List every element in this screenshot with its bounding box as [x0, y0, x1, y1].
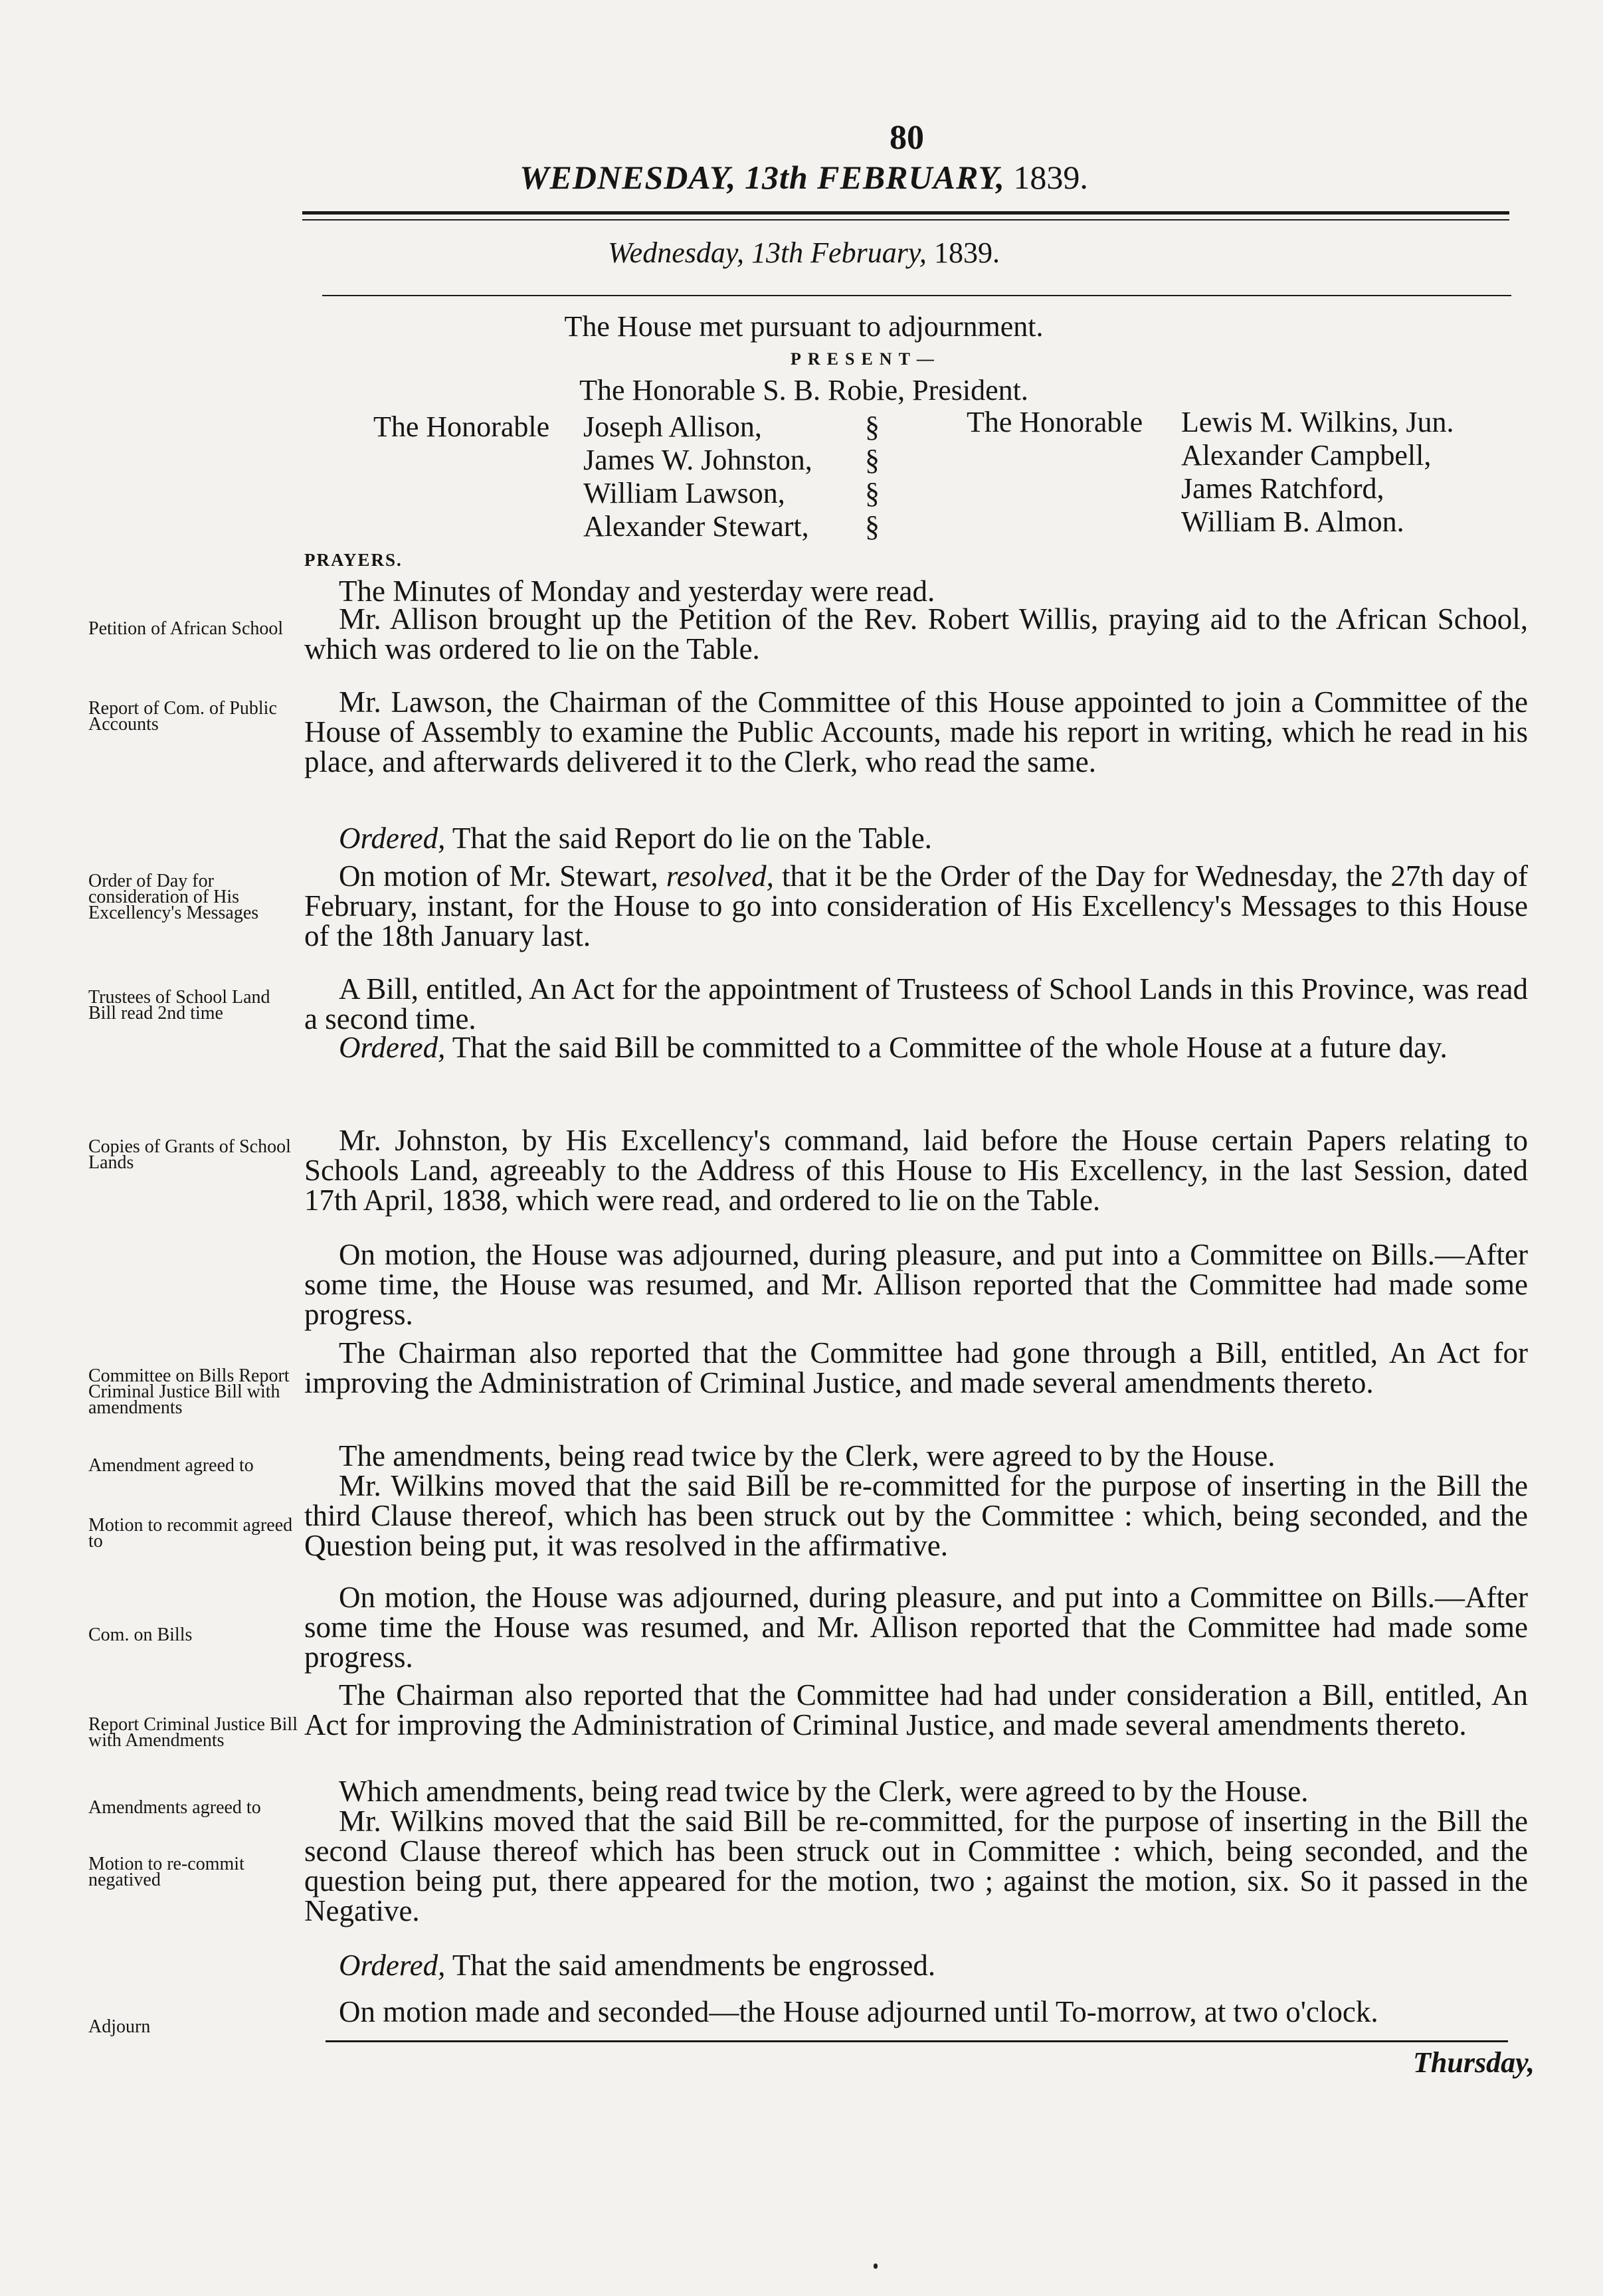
paragraph-chairman-report-2: The Chairman also reported that the Committee had had under consideration a Bill, entitled, An Act for improving the Administration of Criminal Justice, and made several amendments thereto.: [304, 1678, 1528, 1741]
member-name: Alexander Campbell,: [1181, 439, 1432, 472]
paragraph-amendments-agreed-2: Which amendments, being read twice by the Clerk, were agreed to by the House.: [339, 1775, 1309, 1808]
paragraph-trustees-bill: A Bill, entitled, An Act for the appointment of Trusteess of School Lands in this Province, was read a second time.: [304, 972, 1528, 1035]
sidenote-motion-recommit-agreed: Motion to recommit agreed to: [88, 1515, 293, 1551]
resolved-label: resolved,: [666, 859, 774, 893]
ordered-label: Ordered,: [339, 822, 446, 855]
motion-text: that it be the Order of the Day for Wednesday, the 27th day of February, instant, for the House to go into consideration of His Excellency's Messages to this House of the 18th January last.: [304, 859, 1529, 952]
ordered-text: That the said Report do lie on the Table.: [452, 822, 932, 855]
sidenote-report-accounts: Report of Com. of Public Accounts: [88, 698, 277, 735]
section-mark: §: [865, 444, 880, 476]
member-name: Alexander Stewart,: [583, 510, 809, 543]
house-met-line: The House met pursuant to adjournment.: [564, 310, 1044, 343]
president-line: The Honorable S. B. Robie, President.: [579, 374, 1028, 406]
section-mark: §: [865, 477, 880, 509]
sidenote-committee-report: Committee on Bills Report Criminal Justice Bill with amendments: [88, 1366, 290, 1418]
member-name: James Ratchford,: [1181, 472, 1384, 505]
page-number: 80: [890, 119, 924, 157]
date-heading-year: 1839.: [933, 236, 1000, 269]
running-head-date: 13th FEBRUARY,: [744, 159, 1005, 196]
sidenote-amendment-agreed: Amendment agreed to: [88, 1455, 254, 1476]
sidenote-order-of-day: Order of Day for consideration of His Excellency's Messages: [88, 871, 259, 923]
section-mark: §: [865, 410, 880, 443]
paragraph-amendments-agreed-1: The amendments, being read twice by the Clerk, were agreed to by the House.: [339, 1439, 1275, 1472]
section-separators: [865, 410, 880, 543]
header-rule-thin: [302, 219, 1509, 221]
date-heading-date: 13th February,: [751, 236, 927, 269]
header-rule-thick: [302, 211, 1509, 215]
sidenote-adjourn: Adjourn: [88, 2016, 151, 2037]
ordered-label: Ordered,: [339, 1031, 446, 1064]
paragraph-wilkins-motion-2: Mr. Wilkins moved that the said Bill be re-committed, for the purpose of inserting in the Bill the second Clause thereof which has been struck out in Committee : which, being seconded, and the question being put, there appeared for the motion, two ; against the motion, six. So it passed in the Negative.: [304, 1805, 1528, 1927]
paragraph-ordered-committed: [304, 1033, 1528, 1063]
members-right-list: [1181, 406, 1454, 539]
sidenote-copies: Copies of Grants of School Lands: [88, 1136, 291, 1173]
date-heading-day: Wednesday,: [608, 236, 744, 269]
paragraph-ordered-engrossed: [304, 1951, 1528, 1981]
members-left-list: [583, 410, 812, 543]
paragraph-committee-bills-1: On motion, the House was adjourned, during pleasure, and put into a Committee on Bills.—After some time, the House was resumed, and Mr. Allison reported that the Committee had made some progress.: [304, 1238, 1528, 1331]
sidenote-trustees: Trustees of School Land Bill read 2nd time: [88, 987, 270, 1023]
members-right-prefix: The Honorable: [967, 406, 1143, 438]
present-label: PRESENT—: [791, 349, 941, 369]
sidenote-report-criminal: Report Criminal Justice Bill with Amendments: [88, 1714, 298, 1751]
running-head-year: 1839.: [1013, 159, 1088, 196]
paragraph-copies-grants: Mr. Johnston, by His Excellency's command, laid before the House certain Papers relating to Schools Land, agreeably to the Address of this House to His Excellency, in the last Session, dated 17th April, 1838, which were read, and ordered to lie on the Table.: [304, 1124, 1528, 1217]
paragraph-wilkins-motion-1: Mr. Wilkins moved that the said Bill be re-committed for the purpose of inserting in the Bill the third Clause thereof, which has been struck out by the Committee : which, being seconded, and the Question being put, it was resolved in the affirmative.: [304, 1469, 1528, 1562]
bottom-rule: [326, 2040, 1508, 2042]
paragraph-adjourned: On motion made and seconded—the House adjourned until To-morrow, at two o'clock.: [339, 1995, 1378, 2028]
motion-text: On motion of Mr. Stewart,: [339, 859, 658, 893]
paragraph-ordered-report: [304, 824, 1528, 853]
member-name: William Lawson,: [583, 477, 785, 509]
ordered-label: Ordered,: [339, 1949, 446, 1982]
sidenote-com-on-bills: Com. on Bills: [88, 1625, 193, 1645]
prayers-heading: PRAYERS.: [304, 550, 403, 570]
member-name: Joseph Allison,: [583, 410, 762, 443]
date-heading: [306, 236, 1302, 270]
paragraph-chairman-report-1: The Chairman also reported that the Committee had gone through a Bill, entitled, An Act for improving the Administration of Criminal Justice, and made several amendments thereto.: [304, 1336, 1528, 1399]
running-head-day: WEDNESDAY,: [519, 159, 737, 196]
member-name: James W. Johnston,: [583, 444, 812, 476]
member-name: William B. Almon.: [1181, 505, 1404, 538]
ink-dot: [874, 2263, 878, 2269]
section-mark: §: [865, 510, 880, 543]
ordered-text: That the said Bill be committed to a Committee of the whole House at a future day.: [452, 1031, 1448, 1064]
sidenote-amendments-agreed: Amendments agreed to: [88, 1797, 261, 1818]
sidenote-motion-recommit-negatived: Motion to re-commit negatived: [88, 1854, 244, 1890]
date-rule: [322, 295, 1511, 296]
paragraph-order-of-day: [304, 861, 1528, 951]
paragraph-committee-bills-2: On motion, the House was adjourned, during pleasure, and put into a Committee on Bills.—After some time the House was resumed, and Mr. Allison reported that the Committee had made some progress.: [304, 1581, 1528, 1674]
member-name: Lewis M. Wilkins, Jun.: [1181, 406, 1454, 438]
paragraph-minutes: The Minutes of Monday and yesterday were read.: [339, 574, 935, 608]
members-left-prefix: The Honorable: [373, 410, 550, 443]
catchword: Thursday,: [1413, 2046, 1535, 2079]
sidenote-petition: Petition of African School: [88, 618, 284, 639]
paragraph-report-accounts: Mr. Lawson, the Chairman of the Committee of this House appointed to join a Committee of the House of Assembly to examine the Public Accounts, made his report in writing, which he read in his place, and afterwards delivered it to the Clerk, who read the same.: [304, 685, 1528, 778]
running-head: [306, 158, 1302, 197]
ordered-text: That the said amendments be engrossed.: [452, 1949, 936, 1982]
paragraph-petition: Mr. Allison brought up the Petition of the Rev. Robert Willis, praying aid to the African School, which was ordered to lie on the Table.: [304, 602, 1528, 665]
